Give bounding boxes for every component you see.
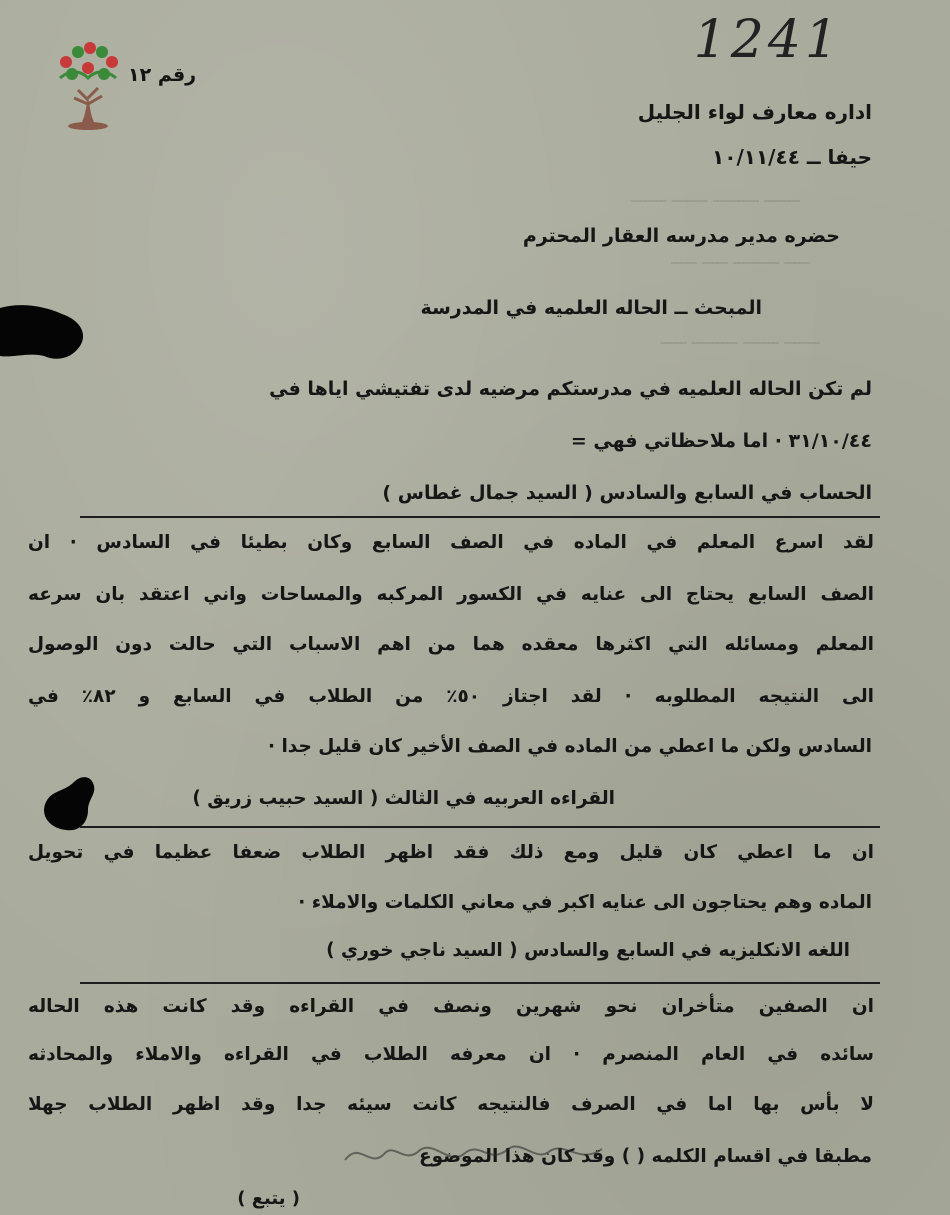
section-heading: القراءه العربيه في الثالث ( السيد حبيب زريق ) — [192, 788, 615, 809]
body-line: الى النتيجه المطلوبه · لقد اجتاز ٥٠٪ من الطلاب في السابع و ٨٢٪ في — [28, 686, 874, 707]
continued-marker: ( يتبع ) — [237, 1188, 300, 1209]
body-line: سائده في العام المنصرم · ان معرفه الطلاب في القراءه والاملاء والمحادثه — [28, 1044, 874, 1065]
body-line: الماده وهم يحتاجون الى عنايه اكبر في معاني الكلمات والاملاء · — [298, 892, 872, 913]
place-date: حيفا ــ ١٠/١١/٤٤ — [712, 145, 872, 169]
intro-line: لم تكن الحاله العلميه في مدرستكم مرضيه لدى تفتيشي اياها في — [269, 378, 872, 400]
body-line: مطبقا في اقسام الكلمه ( ) وقد كان هذا الموضوع — [418, 1146, 872, 1167]
bleed-through-text: ـــــــ ـــــــ ـــــــــ ـــــ — [660, 330, 820, 348]
salutation: حضره مدير مدرسه العقار المحترم — [522, 225, 840, 247]
heading-underline — [80, 826, 880, 828]
office-name: اداره معارف لواء الجليل — [637, 100, 872, 124]
subject-line: المبحث ــ الحاله العلميه في المدرسة — [420, 297, 762, 319]
ink-blot — [36, 770, 106, 840]
body-line: ان الصفين متأخران نحو شهرين ونصف في القراءه وقد كانت هذه الحاله — [28, 996, 874, 1017]
body-line: الصف السابع يحتاج الى عنايه في الكسور المركبه والمساحات واني اعتقد بان سرعه — [28, 584, 874, 605]
handwritten-number: 1241 — [693, 10, 842, 70]
bleed-through-text: ـــــ ـــــــــ ـــــ ـــــ — [671, 250, 810, 268]
ink-blot — [0, 300, 90, 370]
body-line: المعلم ومسائله التي اكثرها معقده هما من اهم الاسباب التي حالت دون الوصول — [28, 634, 874, 655]
body-line: لقد اسرع المعلم في الماده في الصف السابع وكان بطيئا في السادس · ان — [28, 532, 874, 553]
bleed-through-text: ـــــــ ـــــــــ ـــــــ ـــــــ — [630, 188, 800, 206]
body-line: لا بأس بها اما في الصرف فالنتيجه كانت سيئه جدا وقد اظهر الطلاب جهلا — [28, 1094, 874, 1115]
body-line: السادس ولكن ما اعطي من الماده في الصف الأخير كان قليل جدا · — [268, 736, 872, 757]
heading-underline — [80, 982, 880, 984]
tree-logo-icon — [52, 38, 124, 134]
intro-line: ٣١/١٠/٤٤ · اما ملاحظاتي فهي = — [570, 430, 872, 452]
handwritten-annotation — [340, 1135, 610, 1175]
section-heading: الحساب في السابع والسادس ( السيد جمال غطاس ) — [382, 482, 872, 504]
heading-underline — [80, 516, 880, 518]
body-line: ان ما اعطي كان قليل ومع ذلك فقد اظهر الطلاب ضعفا عظيما في تحويل — [28, 842, 874, 863]
section-heading: اللغه الانكليزيه في السابع والسادس ( السيد ناجي خوري ) — [326, 940, 850, 961]
reference-number: رقم ١٢ — [128, 64, 197, 86]
